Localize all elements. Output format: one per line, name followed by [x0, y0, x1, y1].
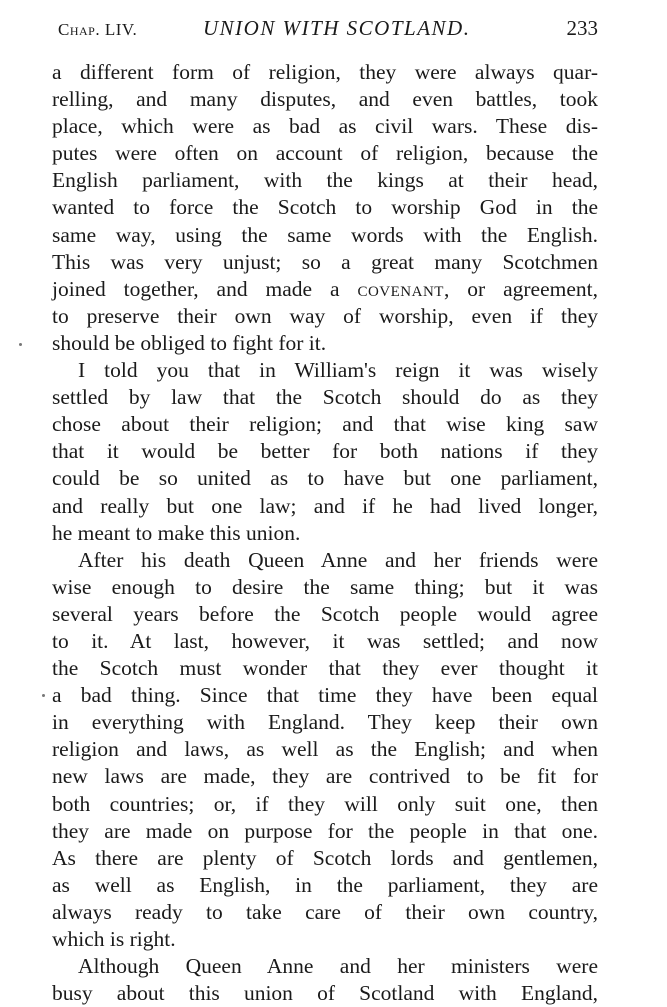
text-line: as well as English, in the parliament, they are — [52, 872, 598, 897]
text-line: the Scotch must wonder that they ever thought it — [52, 656, 598, 681]
text-line: that it would be better for both nations if they — [52, 439, 598, 464]
text-line: As there are plenty of Scotch lords and gentlemen, — [52, 845, 598, 870]
text-line: wanted to force the Scotch to worship God in the — [52, 195, 598, 220]
text-fragment: joined together, and made a — [52, 276, 358, 301]
print-speck — [19, 343, 22, 346]
text-line: settled by law that the Scotch should do as they — [52, 385, 598, 410]
text-line: which is right. — [52, 927, 176, 951]
text-line: putes were often on account of religion, because the — [52, 141, 598, 166]
text-line: to it. At last, however, it was settled; and now — [52, 628, 598, 653]
chapter-label: Chap. LIV. — [58, 20, 138, 39]
text-line: he meant to make this union. — [52, 520, 301, 545]
text-line: After his death Queen Anne and her friends were — [78, 547, 598, 572]
text-line: several years before the Scotch people would agree — [52, 601, 598, 626]
text-line: could be so united as to have but one parliament, — [52, 466, 598, 491]
text-line: I told you that in William's reign it was wisely — [78, 358, 598, 383]
text-line: wise enough to desire the same thing; but it was — [52, 574, 598, 599]
text-fragment: , or agreement, — [443, 276, 599, 301]
text-line: Although Queen Anne and her ministers were — [78, 954, 598, 979]
running-title: UNION WITH SCOTLAND. — [203, 16, 471, 40]
text-line: relling, and many disputes, and even battles, took — [52, 87, 598, 112]
body-text — [52, 59, 598, 1007]
text-line: a bad thing. Since that time they have been equal — [52, 683, 598, 708]
text-line: always ready to take care of their own country, — [52, 899, 598, 924]
text-line: place, which were as bad as civil wars. These dis- — [52, 114, 598, 139]
text-line: English parliament, with the kings at their head, — [52, 168, 598, 193]
covenant-term: covenant — [357, 276, 444, 301]
text-line: they are made on purpose for the people in that one. — [52, 818, 598, 843]
text-line — [52, 276, 598, 303]
text-line: both countries; or, if they will only suit one, then — [52, 791, 598, 816]
text-line: busy about this union of Scotland with England, — [52, 981, 598, 1006]
text-line: This was very unjust; so a great many Scotchmen — [52, 249, 598, 274]
text-line: should be obliged to fight for it. — [52, 330, 327, 355]
print-speck — [42, 694, 45, 697]
page-number: 233 — [566, 16, 598, 40]
text-line: and really but one law; and if he had lived longer, — [52, 493, 598, 518]
text-line: a different form of religion, they were always quar- — [52, 60, 598, 84]
text-line: in everything with England. They keep their own — [52, 710, 598, 735]
text-line: new laws are made, they are contrived to be fit for — [52, 764, 598, 789]
text-line: same way, using the same words with the English. — [52, 222, 598, 247]
text-line: religion and laws, as well as the English; and when — [52, 737, 598, 762]
running-head — [58, 16, 598, 46]
text-line: to preserve their own way of worship, even if they — [52, 303, 598, 328]
text-line: chose about their religion; and that wise king saw — [52, 412, 598, 437]
